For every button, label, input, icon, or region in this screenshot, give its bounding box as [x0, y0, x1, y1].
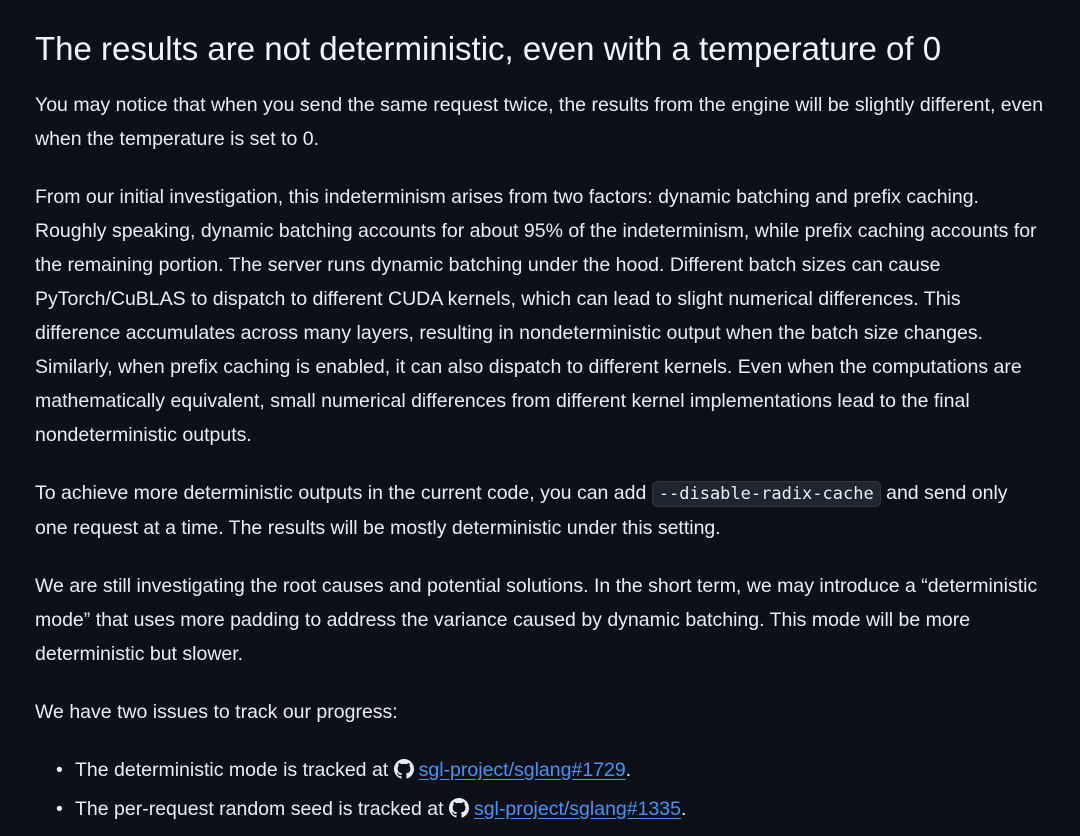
github-icon: [449, 798, 469, 818]
list-item-period: .: [681, 798, 687, 820]
list-item-period: .: [625, 759, 632, 781]
issue-link-1729[interactable]: sgl-project/sglang#1729: [418, 759, 626, 781]
list-item-text: The per-request random seed is tracked at: [75, 798, 449, 820]
section-heading: The results are not deterministic, even with a temperature of 0: [35, 30, 942, 67]
paragraph-investigation: From our initial investigation, this indeterminism arises from two factors: dynamic batching and prefix caching. Roughly speaking, dynamic batching accounts for about 95% of the indeterminism, while prefix caching accounts for the remaining portion. The server runs dynamic batching under the hood. Different batch sizes can cause PyTorch/CuBLAS to dispatch to different CUDA kernels, which can lead to slight numerical differences. This difference accumulates across many layers, resulting in nondeterministic output when the batch size changes. Similarly, when prefix caching is enabled, it can also dispatch to different kernels. Even when the computations are mathematically equivalent, small numerical differences from different kernel implementations lead to the final nondeterministic outputs.: [35, 186, 1037, 446]
list-item: [56, 792, 1044, 826]
paragraph-workaround: [35, 476, 1044, 545]
list-item: [56, 753, 1044, 787]
paragraph-future-work: We are still investigating the root causes and potential solutions. In the short term, we may introduce a “deterministic mode” that uses more padding to address the variance caused by dynamic batching. This mode will be more deterministic but slower.: [35, 575, 1038, 665]
issue-list: [35, 753, 1044, 826]
list-bullet: •: [56, 798, 63, 820]
list-item-text: The deterministic mode is tracked at: [75, 759, 394, 781]
issue-link-1335[interactable]: sgl-project/sglang#1335: [473, 798, 681, 820]
paragraph-intro: You may notice that when you send the same request twice, the results from the engine will be slightly different, even when the temperature is set to 0.: [35, 94, 1044, 150]
disable-radix-cache-code: --disable-radix-cache: [652, 481, 881, 507]
workaround-text-before: To achieve more deterministic outputs in the current code, you can add: [35, 482, 652, 504]
workaround-text-after: and send only one request at a time. The results will be mostly deterministic under this setting.: [35, 482, 1008, 539]
github-icon: [394, 759, 414, 779]
paragraph-tracking: We have two issues to track our progress:: [35, 701, 398, 723]
list-bullet: •: [56, 759, 63, 781]
